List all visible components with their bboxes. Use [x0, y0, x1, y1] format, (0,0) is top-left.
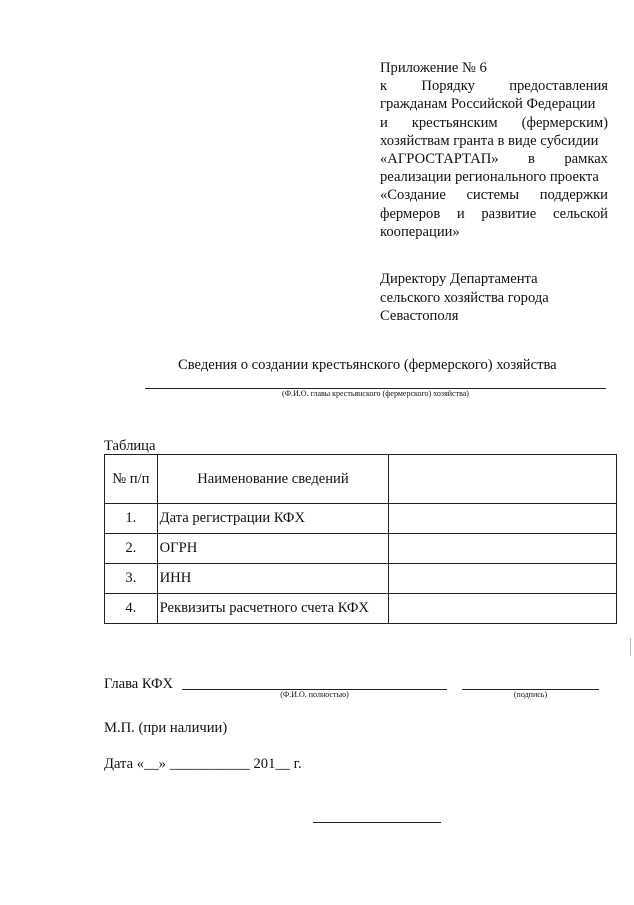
appendix-word: в — [528, 151, 535, 168]
scan-artifact — [630, 638, 631, 656]
appendix-word: реализации регионального проекта — [380, 169, 599, 186]
addressee-line: Севастополя — [380, 308, 459, 325]
bottom-blank-line — [313, 822, 441, 823]
row-name: Дата регистрации КФХ — [157, 504, 389, 534]
info-table — [104, 454, 617, 624]
table-row — [105, 564, 617, 594]
row-number: 1. — [105, 504, 158, 534]
appendix-line — [380, 132, 608, 150]
appendix-lines — [380, 77, 608, 241]
appendix-word: (фермерским) — [521, 114, 608, 131]
document-title: Сведения о создании крестьянского (фермерского) хозяйства — [178, 357, 557, 373]
addressee-block — [380, 270, 610, 326]
appendix-block — [380, 59, 608, 241]
appendix-word: сельской — [552, 205, 608, 222]
head-label: Глава КФХ — [104, 676, 174, 692]
appendix-line — [380, 186, 608, 204]
row-value-cell[interactable] — [389, 594, 617, 624]
appendix-word: фермеров — [380, 205, 441, 222]
appendix-word: кооперации» — [380, 223, 460, 240]
appendix-line — [380, 205, 608, 223]
appendix-line — [380, 168, 608, 186]
table-row — [105, 534, 617, 564]
row-name: Реквизиты расчетного счета КФХ — [157, 594, 389, 624]
appendix-word: хозяйствам гранта в виде субсидии — [380, 132, 599, 149]
appendix-word: Порядку — [421, 78, 475, 95]
appendix-heading: Приложение № 6 — [380, 60, 487, 76]
appendix-word: и — [380, 114, 388, 131]
header-number: № п/п — [105, 455, 158, 504]
row-name: ОГРН — [157, 534, 389, 564]
appendix-word: и — [456, 205, 465, 222]
appendix-line — [380, 114, 608, 132]
table-header-row — [105, 455, 617, 504]
row-number: 3. — [105, 564, 158, 594]
signature-caption: (подпись) — [513, 690, 548, 699]
appendix-word: системы — [466, 187, 520, 204]
row-number: 4. — [105, 594, 158, 624]
appendix-line — [380, 77, 608, 95]
appendix-word: гражданам Российской Федерации — [380, 96, 596, 113]
stamp-note: М.П. (при наличии) — [104, 720, 228, 736]
row-number: 2. — [105, 534, 158, 564]
row-value-cell[interactable] — [389, 564, 617, 594]
appendix-word: «Создание — [380, 187, 446, 204]
header-value — [389, 455, 617, 504]
appendix-word: крестьянским — [411, 114, 498, 131]
name-caption: (Ф.И.О. полностью) — [280, 690, 349, 699]
appendix-word: развитие — [481, 205, 537, 222]
row-name: ИНН — [157, 564, 389, 594]
table-caption: Таблица — [104, 438, 156, 454]
appendix-word: «АГРОСТАРТАП» — [380, 151, 499, 168]
appendix-word: к — [380, 78, 388, 95]
addressee-line: сельского хозяйства города — [380, 289, 549, 306]
date-line: Дата «__» ___________ 201__ г. — [104, 756, 302, 772]
addressee-line: Директору Департамента — [380, 271, 538, 287]
appendix-line — [380, 95, 608, 113]
header-name: Наименование сведений — [157, 455, 389, 504]
appendix-word: предоставления — [509, 78, 608, 95]
table-row — [105, 594, 617, 624]
table-row — [105, 504, 617, 534]
row-value-cell[interactable] — [389, 534, 617, 564]
appendix-line — [380, 150, 608, 168]
appendix-line — [380, 223, 608, 241]
fio-caption: (Ф.И.О. главы крестьянского (фермерского) хозяйства) — [282, 389, 469, 398]
row-value-cell[interactable] — [389, 504, 617, 534]
appendix-word: рамках — [564, 151, 608, 168]
appendix-word: поддержки — [539, 187, 608, 204]
